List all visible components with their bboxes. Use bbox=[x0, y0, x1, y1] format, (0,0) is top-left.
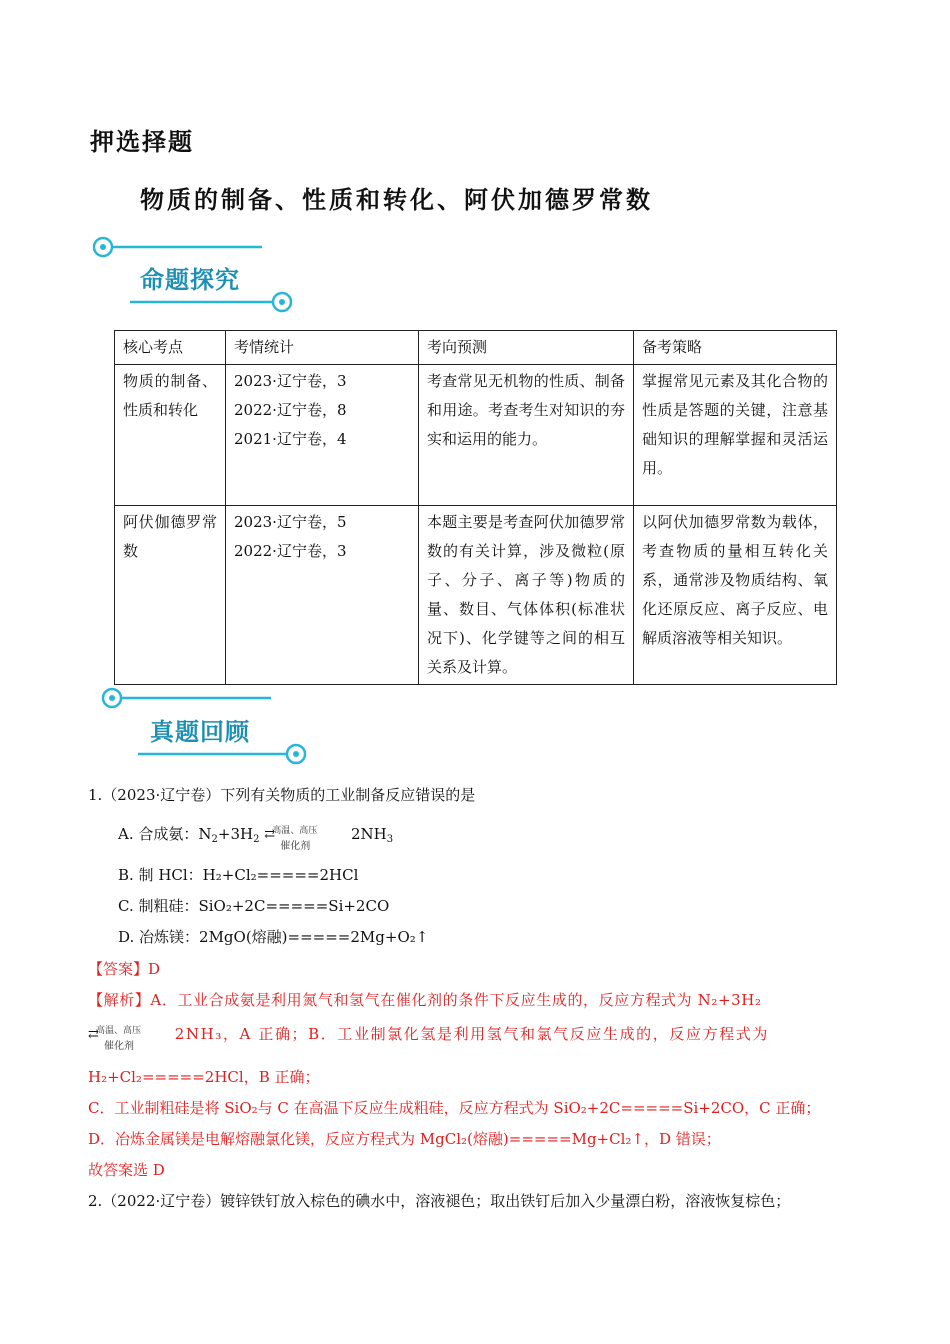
exam-analysis-table bbox=[114, 330, 837, 685]
reversible-arrow-icon: ⇄ 高温、高压 催化剂 bbox=[88, 1020, 170, 1050]
banner-title: 真题回顾 bbox=[150, 718, 250, 746]
banner-review bbox=[90, 684, 320, 774]
page-title: 物质的制备、性质和转化、阿伏加德罗常数 bbox=[140, 186, 653, 214]
table-cell-stats bbox=[226, 506, 419, 685]
analysis-line bbox=[88, 1020, 769, 1050]
banner-exploration bbox=[90, 232, 320, 322]
conclusion-line: 故答案选 D bbox=[88, 1161, 165, 1179]
stat-line: 2022·辽宁卷，8 bbox=[234, 401, 347, 419]
table-cell-stats bbox=[226, 365, 419, 506]
analysis-tag: 【解析】 bbox=[88, 991, 151, 1009]
question-1-stem: 1.（2023·辽宁卷）下列有关物质的工业制备反应错误的是 bbox=[88, 786, 476, 804]
table-header: 备考策略 bbox=[634, 331, 837, 365]
analysis-line: H₂+Cl₂=====2HCl，B 正确； bbox=[88, 1068, 320, 1086]
catalyst-label: 催化剂 bbox=[280, 841, 311, 852]
stat-line: 2022·辽宁卷，3 bbox=[234, 542, 347, 560]
option-a: A. 合成氨：$N_2+3H_2$ ⇄ 高温、高压 催化剂 $2NH_3$ bbox=[118, 820, 393, 851]
table-cell-forecast: 本题主要是考查阿伏加德罗常数的有关计算，涉及微粒(原子、分子、离子等)物质的量、数目、气体体积(标准状况下)、化学键等之间的相互关系及计算。 bbox=[419, 506, 634, 685]
answer-value: D bbox=[148, 960, 161, 978]
table-cell-point: 物质的制备、性质和转化 bbox=[115, 365, 226, 506]
table-row bbox=[115, 365, 837, 506]
banner-title: 命题探究 bbox=[140, 266, 240, 294]
table-cell-strategy: 以阿伏加德罗常数为载体，考查物质的量相互转化关系，通常涉及物质结构、氧化还原反应、离子反应、电解质溶液等相关知识。 bbox=[634, 506, 837, 685]
analysis-text: 2NH₃，A 正确；B．工业制氯化氢是利用氢气和氯气反应生成的，反应方程式为 bbox=[174, 1025, 769, 1043]
table-header-row bbox=[115, 331, 837, 365]
catalyst-condition: 高温、高压 bbox=[96, 1026, 142, 1036]
analysis-text: A．工业合成氨是利用氮气和氢气在催化剂的条件下反应生成的，反应方程式为 N₂+3H₂ bbox=[150, 991, 762, 1009]
stat-line: 2021·辽宁卷，4 bbox=[234, 430, 347, 448]
question-2-stem: 2.（2022·辽宁卷）镀锌铁钉放入棕色的碘水中，溶液褪色；取出铁钉后加入少量漂白粉，溶液恢复棕色； bbox=[88, 1192, 791, 1210]
catalyst-condition: 高温、高压 bbox=[272, 826, 318, 836]
analysis-line: C．工业制粗硅是将 SiO₂与 C 在高温下反应生成粗硅，反应方程式为 SiO₂+2C=====Si+2CO，C 正确； bbox=[88, 1099, 821, 1117]
option-c: C. 制粗硅：SiO₂+2C=====Si+2CO bbox=[118, 897, 390, 915]
stat-line: 2023·辽宁卷，5 bbox=[234, 513, 347, 531]
answer-tag: 【答案】 bbox=[88, 960, 149, 978]
catalyst-label: 催化剂 bbox=[104, 1041, 134, 1052]
option-b: B. 制 HCl：H₂+Cl₂=====2HCl bbox=[118, 866, 359, 884]
section-category: 押选择题 bbox=[90, 128, 194, 156]
option-d: D. 冶炼镁：2MgO(熔融)=====2Mg+O₂↑ bbox=[118, 928, 429, 946]
table-row bbox=[115, 506, 837, 685]
table-cell-point: 阿伏伽德罗常数 bbox=[115, 506, 226, 685]
table-cell-strategy: 掌握常见元素及其化合物的性质是答题的关键，注意基础知识的理解掌握和灵活运用。 bbox=[634, 365, 837, 506]
table-header: 考情统计 bbox=[226, 331, 419, 365]
analysis-line: D．冶炼金属镁是电解熔融氯化镁，反应方程式为 MgCl₂(熔融)=====Mg+Cl₂↑，D 错误； bbox=[88, 1130, 721, 1148]
answer-line bbox=[88, 958, 160, 980]
table-header: 核心考点 bbox=[115, 331, 226, 365]
stat-line: 2023·辽宁卷，3 bbox=[234, 372, 347, 390]
table-header: 考向预测 bbox=[419, 331, 634, 365]
table-cell-forecast: 考查常见无机物的性质、制备和用途。考查考生对知识的夯实和运用的能力。 bbox=[419, 365, 634, 506]
analysis-line bbox=[88, 989, 868, 1011]
option-a-label: A. 合成氨： bbox=[118, 825, 199, 843]
reversible-arrow-icon: ⇄ 高温、高压 催化剂 bbox=[264, 820, 346, 850]
